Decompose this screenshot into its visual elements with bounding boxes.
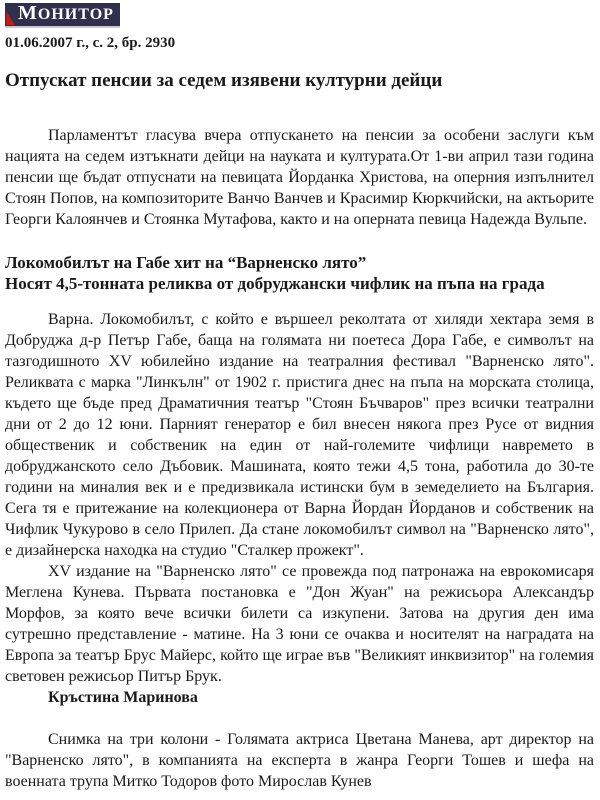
article2-byline: Кръстина Маринова bbox=[48, 689, 198, 706]
photo-caption-note: Снимка на три колони - Голямата актриса Цветана Манева, арт директор на "Варненско лято", в компанията на експерта в жанра Георги Тошев и шефа на военната трупа Митко Тодоров фото Мирослав Кунев bbox=[5, 731, 594, 790]
logo-red-accent-shape bbox=[6, 11, 15, 25]
article2-subheadline: Носят 4,5-тонната реликва от добруджански чифлик на пъпа на града bbox=[5, 274, 545, 293]
article2-paragraph-2: XV издание на "Варненско лято" се провежда под патронажа на еврокомисаря Меглена Кунева. Първата постановка е "Дон Жуан" на режисьора Александър Морфов, за която вече всички билети са изкупени. Затова на другия ден има сутрешно представление - матине. На 3 юни се очаква и носителят на наградата на Европа за театър Брус Майерс, който ще играе във "Великият инквизитор" на големия световен режисьор Питър Брук. bbox=[5, 563, 594, 685]
article2-paragraph-1: Варна. Локомобилът, с който е вършеел реколтата от хиляди хектара земя в Добруджа д-р Петър Габе, баща на голямата ни поетеса Дора Габе, е символът на тазгодишното XV юбилейно издание на театралния фестивал "Варненско лято". Реликвата с марка "Линкълн" от 1902 г. пристига днес на пъпа на морската столица, където ще бъде пред Драматичния театър "Стоян Бъчваров" през всички театрални дни от 2 до 12 юни. Парният генератор е бил внесен някога през Русе от видния общественик и собственик на един от най-големите чифлици навремето в добруджанското село Дъбовик. Машината, която тежи 4,5 тона, работила до 30-те години на миналия век и е предизвикала истински бум в земеделието на България. Сега тя е притежание на колекционера от Варна Йордан Йорданов и собственик на Чифлик Чукурово в село Прилеп. Да стане локомобилът символ на "Варненско лято", е дизайнерска находка на студио "Сталкер прожект". bbox=[5, 311, 594, 559]
issue-dateline: 01.06.2007 г., с. 2, бр. 2930 bbox=[5, 35, 176, 51]
logo-text: МОНИТОР bbox=[18, 2, 114, 24]
article1-paragraph: Парламентът гласува вчера отпускането на пенсии за особени заслуги към нацията на седем изтъкнати дейци на науката и културата.От 1-ви април тази година пенсии ще бъдат отпуснати на певицата Йорданка Христова, на оперния изпълнител Стоян Попов, на композиторите Ванчо Ванчев и Красимир Кюркчийски, на актьорите Георги Калоянчев и Стоянка Мутафова, както и на оперната певица Надежда Вульпе. bbox=[5, 127, 594, 228]
article2-headline-block bbox=[5, 252, 594, 294]
article1-headline: Отпускат пенсии за седем изявени културни дейци bbox=[5, 70, 443, 91]
monitor-newspaper-logo bbox=[5, 3, 120, 28]
article2-headline: Локомобилът на Габе хит на “Варненско лято” bbox=[5, 253, 367, 272]
